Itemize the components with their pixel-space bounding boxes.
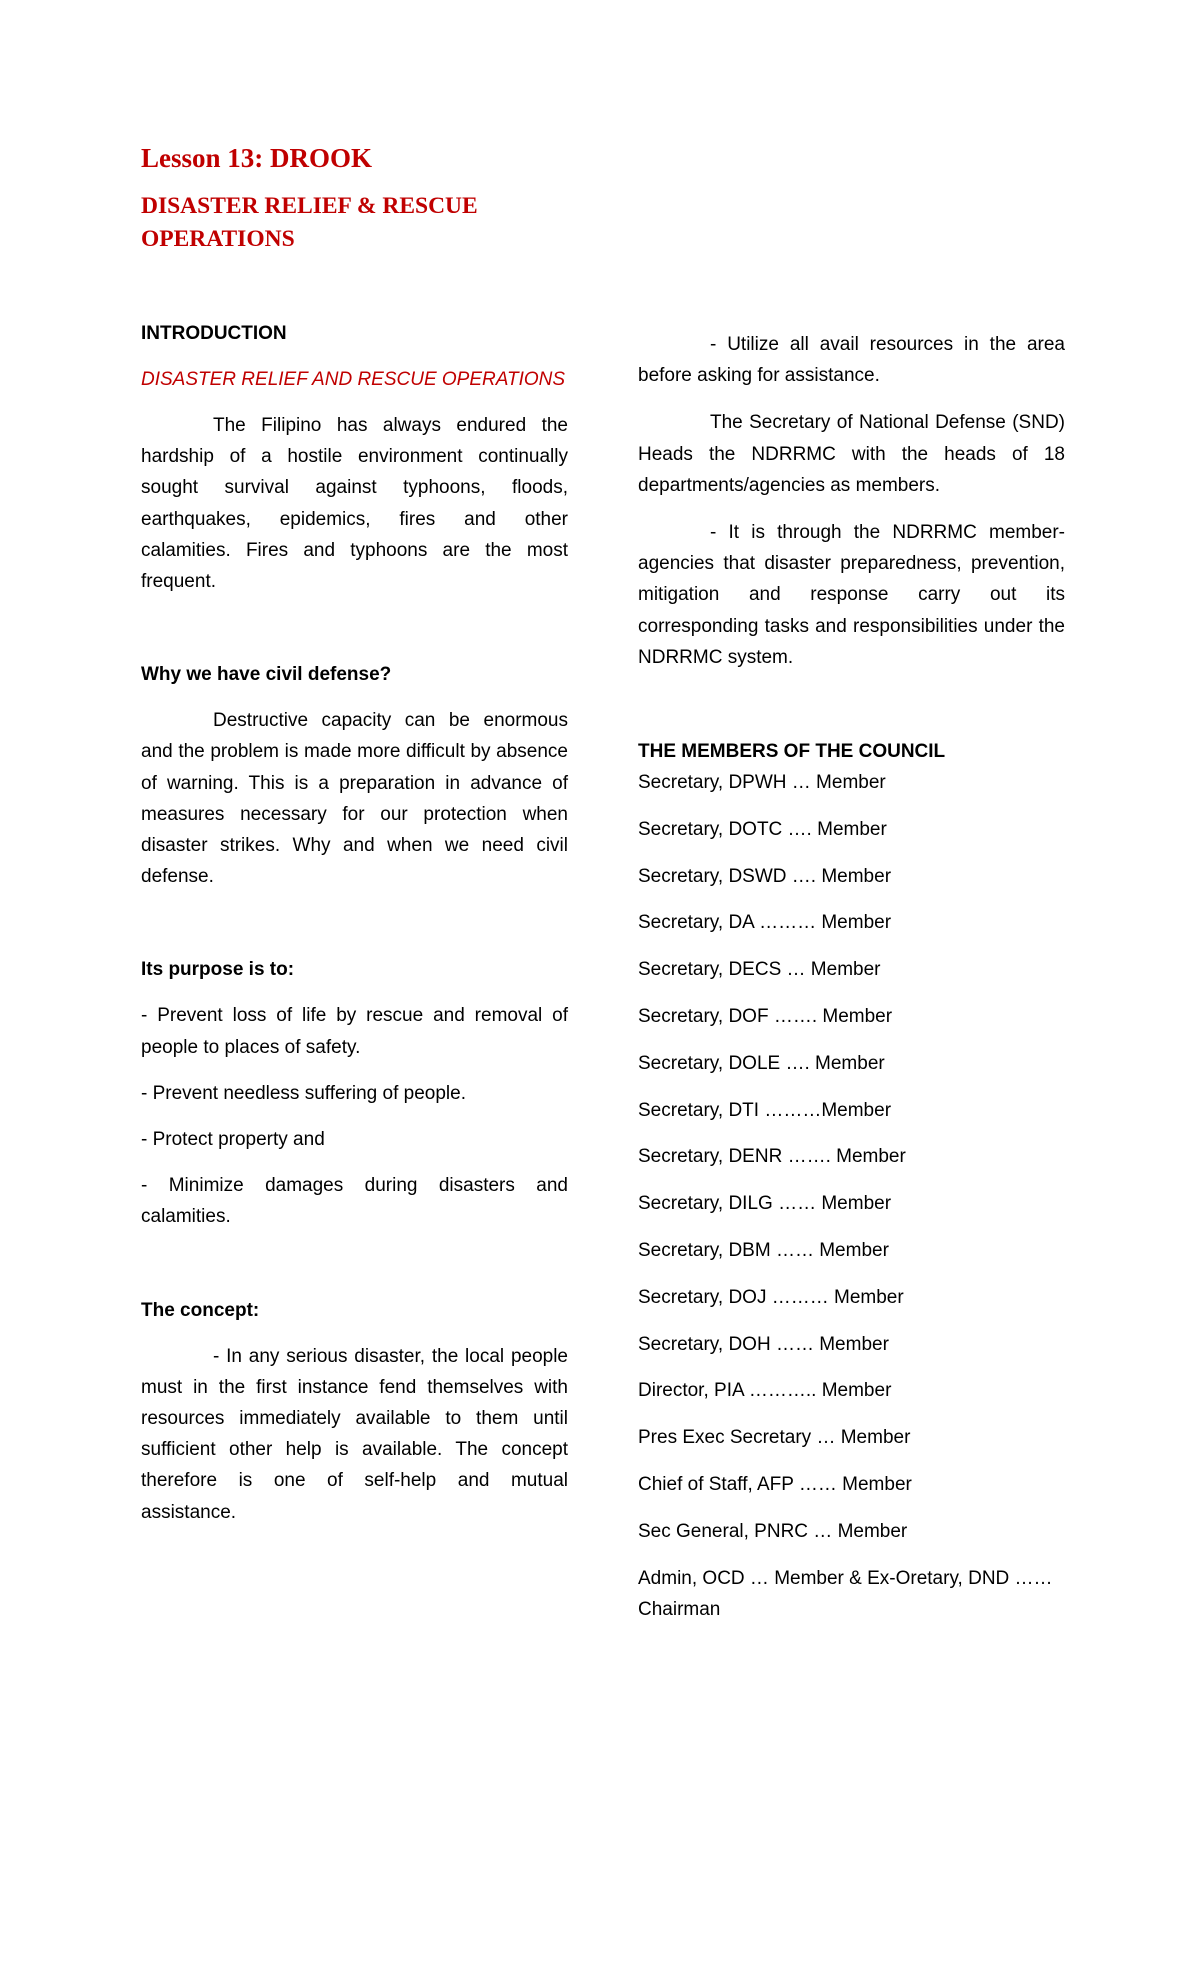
purpose-item: - Minimize damages during disasters and calamities. (141, 1175, 568, 1228)
council-member: Secretary, DECS … Member (638, 959, 881, 981)
council-member: Secretary, DOTC …. Member (638, 818, 887, 840)
council-member: Pres Exec Secretary … Member (638, 1427, 911, 1449)
civil-defense-paragraph: Destructive capacity can be enormous and the problem is made more difficult by absence of warning. This is a preparation in advance of measures necessary for our protection when disaster strikes. Why and when we need civil defense. (141, 710, 568, 888)
purpose-item: - Protect property and (141, 1129, 325, 1151)
introduction-heading: INTRODUCTION (141, 323, 287, 344)
council-member: Secretary, DSWD …. Member (638, 865, 892, 887)
council-member: Secretary, DA ……… Member (638, 912, 892, 934)
council-member: Secretary, DOLE …. Member (638, 1052, 885, 1074)
page-title: Lesson 13: DROOK (141, 143, 373, 173)
utilize-resources-paragraph: - Utilize all avail resources in the area before asking for assistance. (638, 334, 1065, 387)
introduction-paragraph: The Filipino has always endured the hardship of a hostile environment continually sought survival against typhoons, floods, earthquakes, epidemics, fires and other calamities. Fires and typhoons are the most frequent. (141, 415, 568, 593)
civil-defense-heading: Why we have civil defense? (141, 664, 392, 686)
purpose-item: - Prevent loss of life by rescue and removal of people to places of safety. (141, 1005, 568, 1058)
council-member: Secretary, DPWH … Member (638, 772, 886, 793)
council-member: Secretary, DILG …… Member (638, 1193, 892, 1215)
snd-paragraph: The Secretary of National Defense (SND) Heads the NDRRMC with the heads of 18 departments/agencies as members. (638, 412, 1065, 496)
council-member: Secretary, DOF ……. Member (638, 1005, 893, 1027)
council-member: Director, PIA ……….. Member (638, 1380, 892, 1402)
council-member: Sec General, PNRC … Member (638, 1520, 908, 1542)
council-member: Secretary, DTI ………Member (638, 1099, 892, 1121)
council-member: Secretary, DOH …… Member (638, 1333, 889, 1355)
council-section (638, 736, 1065, 1640)
purpose-heading: Its purpose is to: (141, 959, 295, 981)
purpose-item: - Prevent needless suffering of people. (141, 1082, 466, 1104)
council-member: Admin, OCD … Member & Ex-Oretary, DND …… Chairman (638, 1567, 1053, 1620)
ndrrmc-paragraph: - It is through the NDRRMC member-agencies that disaster preparedness, prevention, mitigation and response carry out its corresponding tasks and responsibilities under the NDRRMC system. (638, 522, 1065, 668)
concept-paragraph: - In any serious disaster, the local people must in the first instance fend themselves with resources immediately available to them until sufficient other help is available. The concept therefore is one of self-help and mutual assistance. (141, 1345, 568, 1523)
council-member: Secretary, DOJ ……… Member (638, 1286, 904, 1308)
concept-heading: The concept: (141, 1299, 260, 1321)
council-member: Secretary, DBM …… Member (638, 1239, 889, 1261)
left-column (141, 318, 568, 1528)
council-member-list (638, 767, 1065, 1625)
right-column (638, 329, 1065, 673)
council-member: Secretary, DENR ……. Member (638, 1146, 906, 1168)
council-heading: THE MEMBERS OF THE COUNCIL (638, 741, 946, 762)
page-subtitle: DISASTER RELIEF & RESCUE OPERATIONS (141, 193, 478, 252)
introduction-subheading: DISASTER RELIEF AND RESCUE OPERATIONS (141, 369, 566, 390)
council-member: Chief of Staff, AFP …… Member (638, 1473, 912, 1495)
